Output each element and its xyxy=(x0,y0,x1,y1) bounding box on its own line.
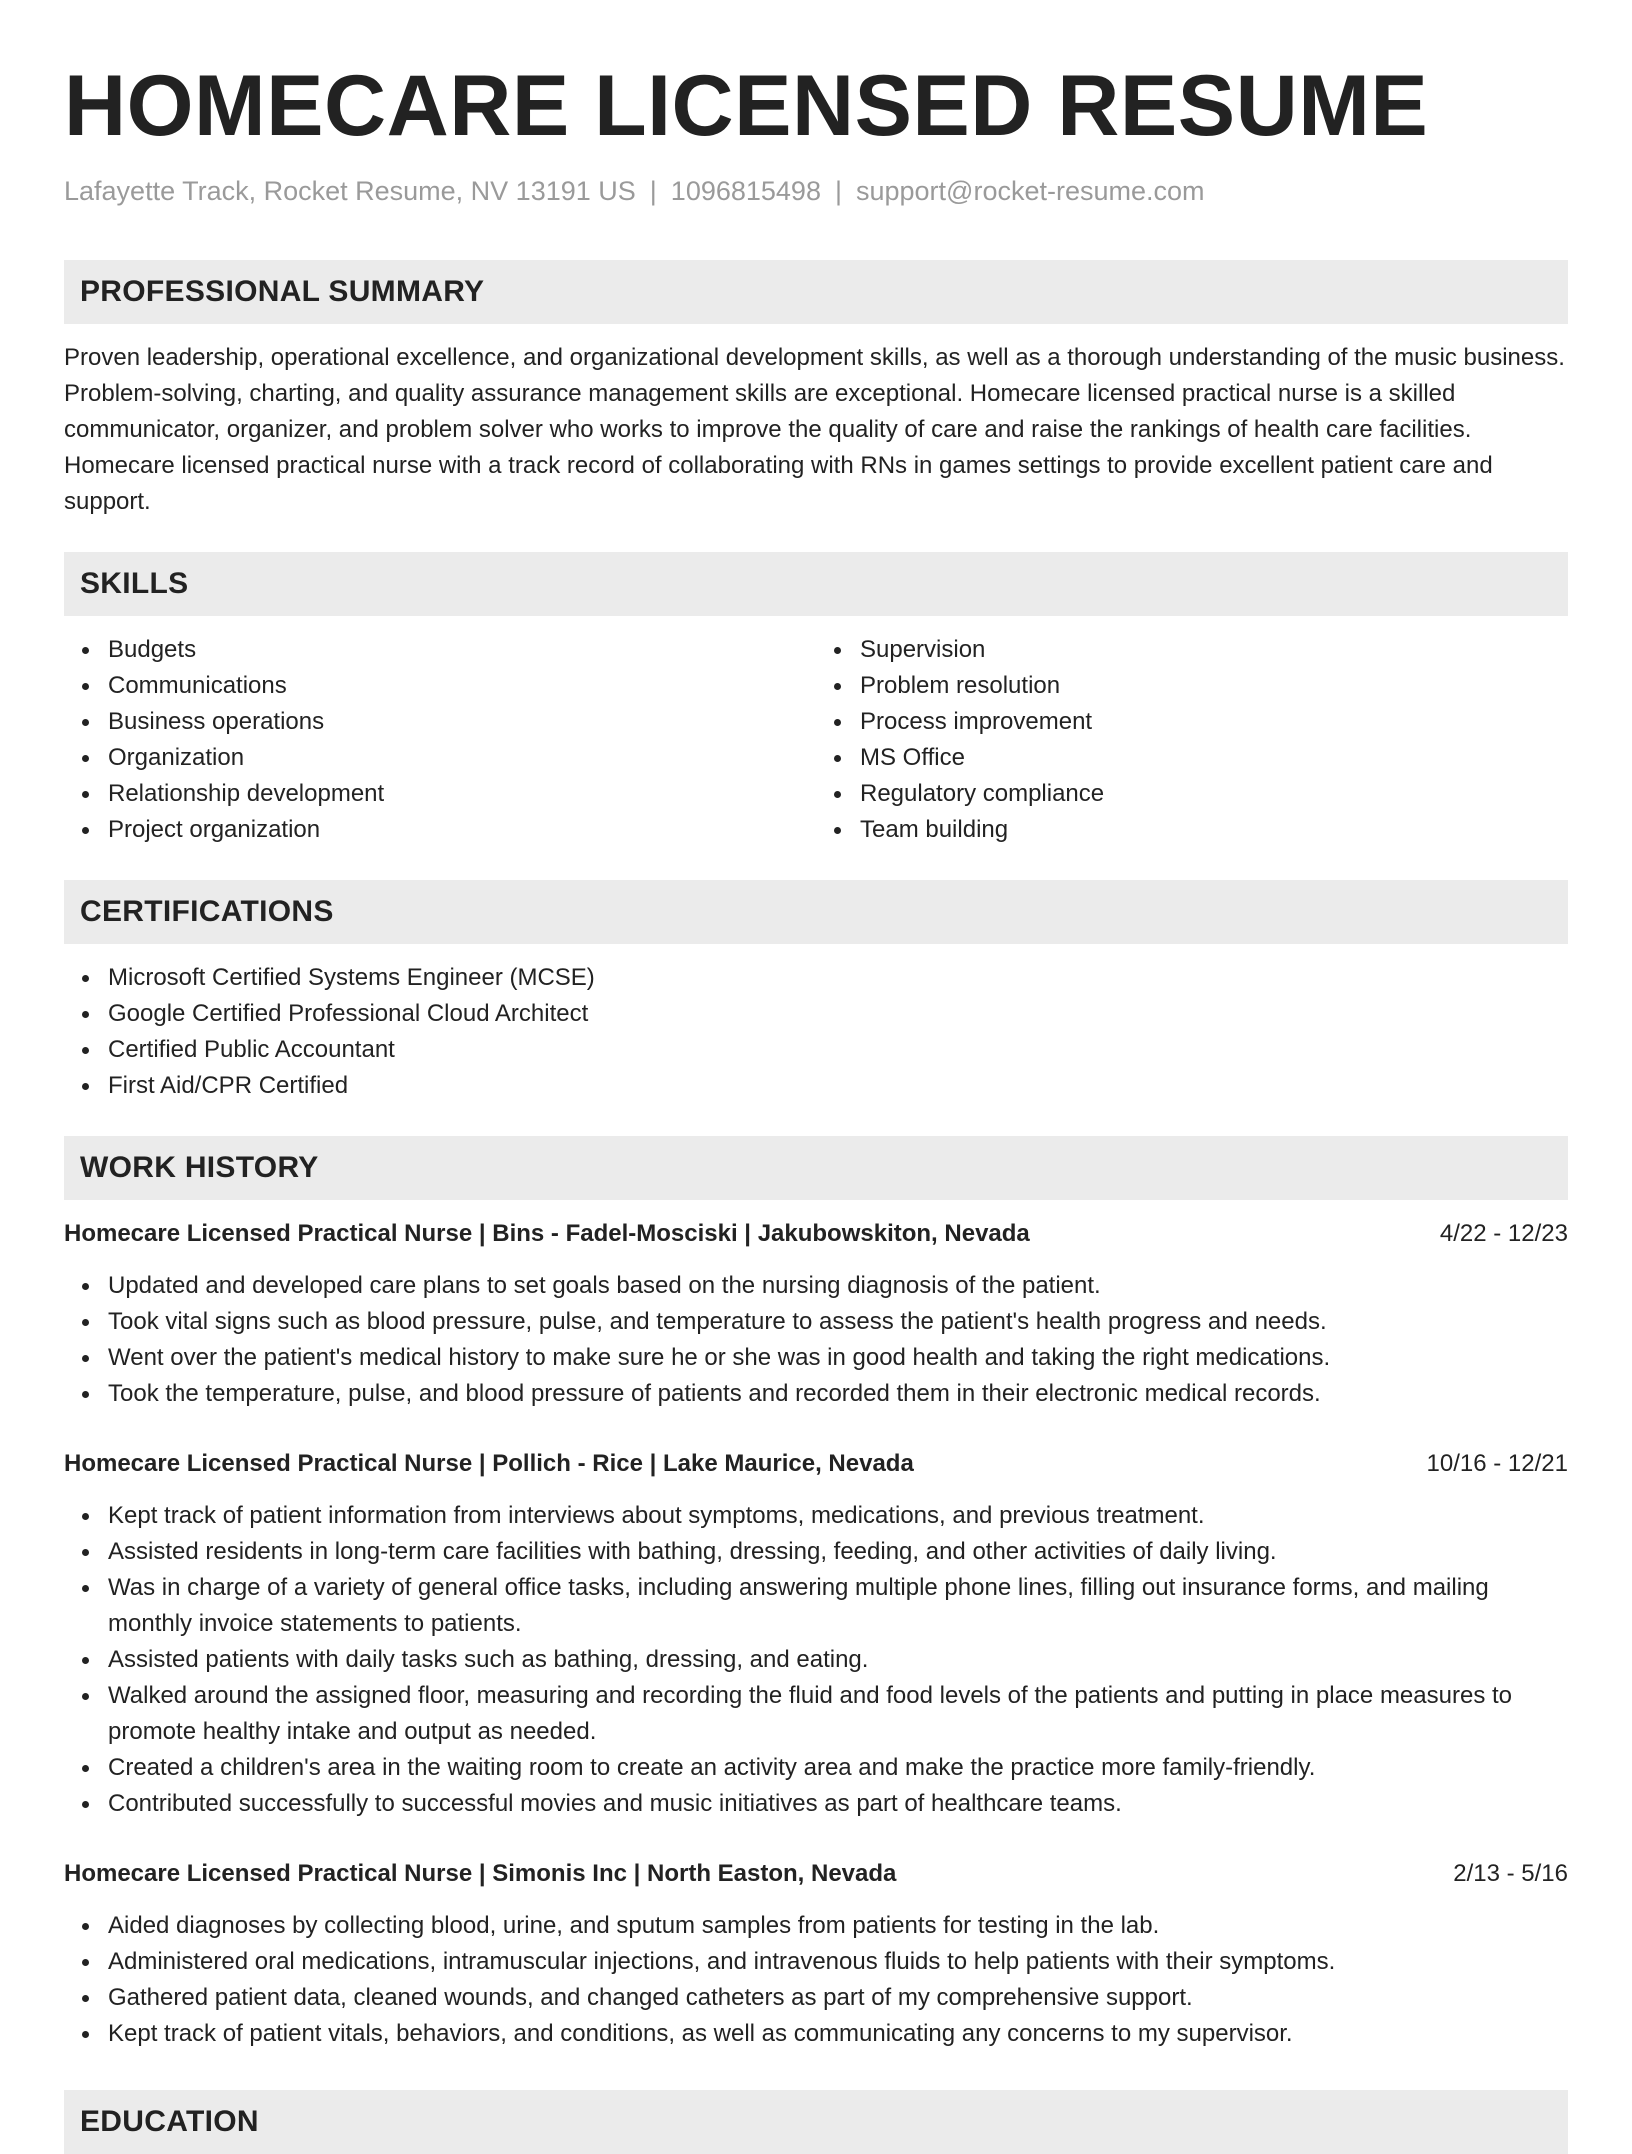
job-duty-item: Took the temperature, pulse, and blood pressure of patients and recorded them in their electronic medical records. xyxy=(108,1376,1568,1412)
contact-address: Lafayette Track, Rocket Resume, NV 13191 US xyxy=(64,176,636,206)
job-title: Homecare Licensed Practical Nurse | Simonis Inc | North Easton, Nevada xyxy=(64,1860,897,1887)
skill-item: Organization xyxy=(108,740,816,776)
job-dates: 10/16 - 12/21 xyxy=(1426,1450,1568,1477)
job-duty-item: Was in charge of a variety of general office tasks, including answering multiple phone lines, filling out insurance forms, and mailing monthly invoice statements to patients. xyxy=(108,1570,1568,1642)
section-heading-certifications: CERTIFICATIONS xyxy=(64,880,1568,944)
skill-item: Team building xyxy=(860,812,1568,848)
skill-item: Problem resolution xyxy=(860,668,1568,704)
section-heading-education: EDUCATION xyxy=(64,2090,1568,2154)
skill-item: Relationship development xyxy=(108,776,816,812)
job-duty-item: Created a children's area in the waiting room to create an activity area and make the practice more family-friendly. xyxy=(108,1750,1568,1786)
job-duties-list xyxy=(64,1498,1568,1822)
job-duty-item: Assisted residents in long-term care facilities with bathing, dressing, feeding, and other activities of daily living. xyxy=(108,1534,1568,1570)
certification-item: Microsoft Certified Systems Engineer (MCSE) xyxy=(108,960,1568,996)
certifications-list xyxy=(64,960,1568,1104)
resume-page xyxy=(64,0,1568,2154)
job-duty-item: Assisted patients with daily tasks such as bathing, dressing, and eating. xyxy=(108,1642,1568,1678)
contact-separator: | xyxy=(834,176,842,206)
skill-item: Communications xyxy=(108,668,816,704)
skills-columns xyxy=(64,632,1568,848)
certification-item: Google Certified Professional Cloud Architect xyxy=(108,996,1568,1032)
job-header xyxy=(64,1216,1568,1252)
skill-item: Budgets xyxy=(108,632,816,668)
job-duty-item: Walked around the assigned floor, measuring and recording the fluid and food levels of the patients and putting in place measures to promote healthy intake and output as needed. xyxy=(108,1678,1568,1750)
job-dates: 4/22 - 12/23 xyxy=(1439,1220,1568,1247)
section-heading-summary: PROFESSIONAL SUMMARY xyxy=(64,260,1568,324)
resume-title: HOMECARE LICENSED RESUME xyxy=(64,58,1429,154)
job-dates: 2/13 - 5/16 xyxy=(1453,1860,1568,1887)
skill-item: MS Office xyxy=(860,740,1568,776)
job-duty-item: Went over the patient's medical history to make sure he or she was in good health and taking the right medications. xyxy=(108,1340,1568,1376)
certification-item: Certified Public Accountant xyxy=(108,1032,1568,1068)
job-duty-item: Took vital signs such as blood pressure, pulse, and temperature to assess the patient's health progress and needs. xyxy=(108,1304,1568,1340)
job-duty-item: Contributed successfully to successful movies and music initiatives as part of healthcare teams. xyxy=(108,1786,1568,1822)
section-heading-skills: SKILLS xyxy=(64,552,1568,616)
job-title: Homecare Licensed Practical Nurse | Bins - Fadel-Mosciski | Jakubowskiton, Nevada xyxy=(64,1220,1030,1247)
job-duty-item: Administered oral medications, intramuscular injections, and intravenous fluids to help patients with their symptoms. xyxy=(108,1944,1568,1980)
contact-email: support@rocket-resume.com xyxy=(855,176,1205,206)
skill-item: Business operations xyxy=(108,704,816,740)
contact-phone: 1096815498 xyxy=(670,176,821,206)
skill-item: Regulatory compliance xyxy=(860,776,1568,812)
contact-line xyxy=(64,174,1568,208)
job-duty-item: Kept track of patient vitals, behaviors, and conditions, as well as communicating any concerns to my supervisor. xyxy=(108,2016,1568,2052)
skill-item: Project organization xyxy=(108,812,816,848)
skills-list-right xyxy=(816,632,1568,848)
job-duty-item: Aided diagnoses by collecting blood, urine, and sputum samples from patients for testing in the lab. xyxy=(108,1908,1568,1944)
job-header xyxy=(64,1446,1568,1482)
job-title: Homecare Licensed Practical Nurse | Pollich - Rice | Lake Maurice, Nevada xyxy=(64,1450,914,1477)
job-duty-item: Updated and developed care plans to set goals based on the nursing diagnosis of the patient. xyxy=(108,1268,1568,1304)
skill-item: Supervision xyxy=(860,632,1568,668)
summary-text: Proven leadership, operational excellence, and organizational development skills, as well as a thorough understanding of the music business. Problem-solving, charting, and quality assurance management skills are exceptional. Homecare licensed practical nurse is a skilled communicator, organizer, and problem solver who works to improve the quality of care and raise the rankings of health care facilities. Homecare licensed practical nurse with a track record of collaborating with RNs in games settings to provide excellent patient care and support. xyxy=(64,344,1565,515)
job-duties-list xyxy=(64,1908,1568,2052)
skill-item: Process improvement xyxy=(860,704,1568,740)
contact-separator: | xyxy=(649,176,657,206)
section-heading-work-history: WORK HISTORY xyxy=(64,1136,1568,1200)
certification-item: First Aid/CPR Certified xyxy=(108,1068,1568,1104)
job-duties-list xyxy=(64,1268,1568,1412)
job-duty-item: Kept track of patient information from interviews about symptoms, medications, and previous treatment. xyxy=(108,1498,1568,1534)
job-duty-item: Gathered patient data, cleaned wounds, and changed catheters as part of my comprehensive support. xyxy=(108,1980,1568,2016)
job-header xyxy=(64,1856,1568,1892)
skills-list-left xyxy=(64,632,816,848)
